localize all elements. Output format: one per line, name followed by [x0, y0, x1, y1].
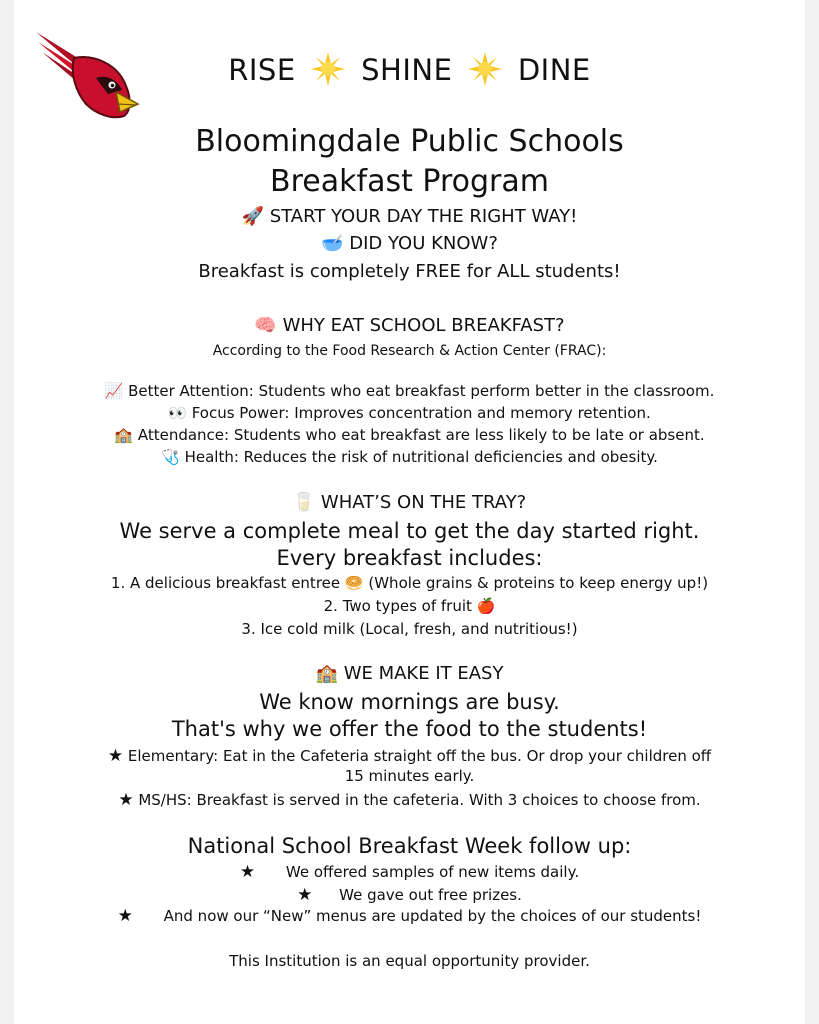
tray-item-entree: 1. A delicious breakfast entree 🥯 (Whole grains & proteins to keep energy up!) — [110, 574, 709, 592]
apple-icon: 🍎 — [476, 597, 496, 615]
title-word-shine: SHINE — [361, 53, 453, 87]
tray-line1: We serve a complete meal to get the day started right. — [119, 519, 700, 543]
title-word-dine: DINE — [517, 53, 591, 87]
easy-line2: That's why we offer the food to the students! — [171, 717, 648, 741]
tray-heading: 🥛 WHAT’S ON THE TRAY? — [292, 492, 527, 513]
rocket-icon: 🚀 — [241, 206, 265, 227]
title-word-rise: RISE — [228, 53, 296, 87]
page-title-line1: Bloomingdale Public Schools — [195, 124, 624, 159]
star-icon: ★ — [239, 862, 256, 882]
easy-elementary-cont: 15 minutes early. — [344, 767, 475, 785]
benefit-focus: 👀 Focus Power: Improves concentration and memory retention. — [168, 404, 651, 422]
flyer-page — [14, 0, 805, 1024]
tray-line2: Every breakfast includes: — [276, 546, 543, 570]
milk-glass-icon: 🥛 — [292, 492, 316, 513]
page-title-line2: Breakfast Program — [270, 164, 549, 199]
star-icon: ★ — [117, 906, 133, 926]
star-icon: ★ — [118, 790, 134, 810]
benefit-attention: 📈 Better Attention: Students who eat breakfast perform better in the classroom. — [104, 382, 715, 400]
why-heading: 🧠 WHY EAT SCHOOL BREAKFAST? — [254, 315, 565, 336]
school-icon: 🏫 — [315, 663, 338, 684]
did-you-know-line: 🥣 DID YOU KNOW? — [321, 233, 498, 254]
chart-increasing-icon: 📈 — [104, 382, 124, 400]
easy-elementary: ★ Elementary: Eat in the Cafeteria straight off the bus. Or drop your children off — [107, 746, 712, 766]
easy-line1: We know mornings are busy. — [259, 690, 560, 714]
star-icon: ★ — [107, 746, 124, 766]
bowl-icon: 🥣 — [321, 233, 344, 254]
benefit-health: 🩺 Health: Reduces the risk of nutritional deficiencies and obesity. — [161, 448, 658, 466]
benefit-attendance: 🏫 Attendance: Students who eat breakfast are less likely to be late or absent. — [114, 426, 705, 444]
eyes-icon: 👀 — [168, 404, 187, 422]
equal-opportunity-footer: This Institution is an equal opportunity provider. — [229, 952, 590, 970]
bagel-icon: 🥯 — [344, 574, 364, 592]
week-item-menus: ★ And now our “New” menus are updated by the choices of our students! — [117, 906, 702, 926]
rise-shine-dine-title — [14, 52, 805, 87]
tray-item-fruit: 2. Two types of fruit 🍎 — [323, 597, 496, 615]
star-icon: ★ — [297, 885, 313, 905]
brain-icon: 🧠 — [254, 315, 277, 336]
sun-icon — [311, 52, 345, 86]
school-icon: 🏫 — [114, 426, 134, 444]
frac-source: According to the Food Research & Action Center (FRAC): — [212, 343, 607, 359]
easy-mshs: ★ MS/HS: Breakfast is served in the cafeteria. With 3 choices to choose from. — [118, 790, 701, 810]
start-day-line: 🚀 START YOUR DAY THE RIGHT WAY! — [241, 206, 578, 227]
tray-item-milk: 3. Ice cold milk (Local, fresh, and nutritious!) — [241, 620, 578, 638]
week-heading: National School Breakfast Week follow up: — [187, 834, 632, 858]
week-item-prizes: ★ We gave out free prizes. — [297, 885, 522, 905]
week-item-samples: ★ We offered samples of new items daily. — [239, 862, 580, 882]
sun-icon — [468, 52, 502, 86]
easy-heading: 🏫 WE MAKE IT EASY — [315, 663, 504, 684]
free-breakfast-line: Breakfast is completely FREE for ALL students! — [198, 261, 621, 282]
stethoscope-icon: 🩺 — [161, 448, 180, 466]
